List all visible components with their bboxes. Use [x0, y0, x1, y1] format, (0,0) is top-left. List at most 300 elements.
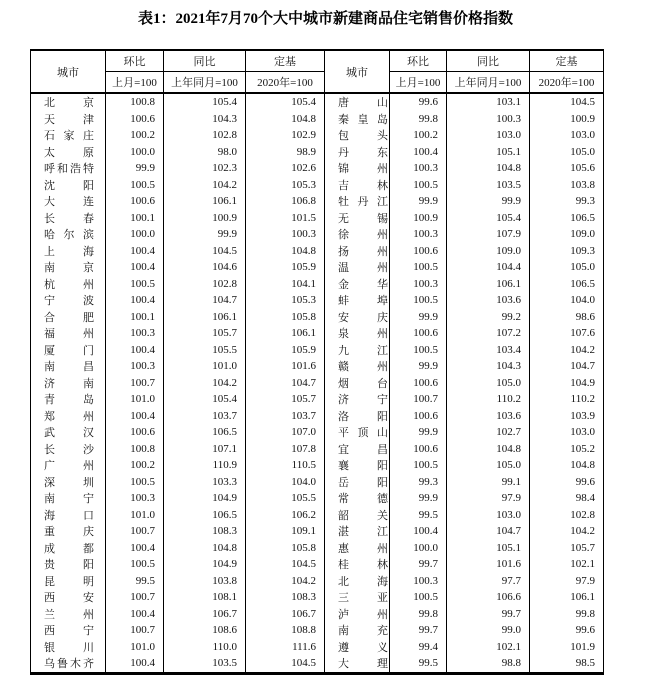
mom-value: 99.9 [106, 160, 164, 177]
city-name: 上海 [44, 245, 94, 258]
base-value: 104.2 [530, 342, 604, 359]
base-value: 105.3 [246, 292, 325, 309]
table-row [31, 276, 604, 293]
city-cell [325, 474, 390, 491]
base-value: 105.4 [246, 93, 325, 111]
yoy-value: 105.0 [447, 457, 530, 474]
yoy-value: 102.7 [447, 424, 530, 441]
yoy-value: 99.7 [447, 606, 530, 623]
yoy-value: 100.9 [164, 210, 246, 227]
city-cell [325, 606, 390, 623]
table-row [31, 490, 604, 507]
base-value: 103.7 [246, 408, 325, 425]
city-cell [31, 309, 106, 326]
yoy-value: 104.5 [164, 243, 246, 260]
city-name: 温州 [338, 262, 388, 275]
base-value: 109.0 [530, 226, 604, 243]
base-value: 98.4 [530, 490, 604, 507]
mom-value: 100.2 [390, 127, 447, 144]
yoy-value: 105.4 [164, 391, 246, 408]
city-name: 蚌埠 [338, 295, 388, 308]
mom-value: 100.7 [106, 589, 164, 606]
city-cell [325, 441, 390, 458]
city-name: 桂林 [338, 559, 388, 572]
header-yoy-sub-left: 上年同月=100 [164, 72, 246, 94]
city-name: 吉林 [338, 179, 388, 192]
base-value: 106.2 [246, 507, 325, 524]
mom-value: 100.2 [106, 457, 164, 474]
base-value: 104.5 [246, 655, 325, 673]
mom-value: 100.5 [390, 589, 447, 606]
mom-value: 100.7 [106, 523, 164, 540]
yoy-value: 104.3 [447, 358, 530, 375]
base-value: 107.8 [246, 441, 325, 458]
city-name: 海口 [44, 509, 94, 522]
mom-value: 101.0 [106, 639, 164, 656]
table-row [31, 556, 604, 573]
city-name: 广州 [44, 460, 94, 473]
base-value: 104.0 [530, 292, 604, 309]
yoy-value: 106.5 [164, 507, 246, 524]
city-cell [31, 259, 106, 276]
city-cell [325, 160, 390, 177]
base-value: 106.1 [530, 589, 604, 606]
city-name: 秦皇岛 [338, 113, 388, 126]
city-cell [31, 655, 106, 673]
mom-value: 100.3 [106, 490, 164, 507]
city-name: 天津 [44, 113, 94, 126]
base-value: 105.5 [246, 490, 325, 507]
mom-value: 100.3 [106, 358, 164, 375]
yoy-value: 100.3 [447, 111, 530, 128]
city-cell [325, 375, 390, 392]
city-cell [31, 160, 106, 177]
mom-value: 100.6 [106, 111, 164, 128]
yoy-value: 104.8 [164, 540, 246, 557]
city-name: 福州 [44, 328, 94, 341]
mom-value: 100.7 [390, 391, 447, 408]
base-value: 106.8 [246, 193, 325, 210]
base-value: 104.5 [246, 556, 325, 573]
city-cell [325, 210, 390, 227]
city-name: 无锡 [338, 212, 388, 225]
mom-value: 100.0 [390, 540, 447, 557]
city-cell [325, 292, 390, 309]
city-cell [31, 523, 106, 540]
base-value: 105.7 [246, 391, 325, 408]
header-base-sub-left: 2020年=100 [246, 72, 325, 94]
yoy-value: 99.1 [447, 474, 530, 491]
mom-value: 100.4 [106, 540, 164, 557]
header-base-sub-right: 2020年=100 [530, 72, 604, 94]
mom-value: 100.8 [106, 93, 164, 111]
base-value: 106.1 [246, 325, 325, 342]
city-name: 石家庄 [44, 130, 94, 143]
city-cell [325, 507, 390, 524]
table-row [31, 160, 604, 177]
city-name: 昆明 [44, 575, 94, 588]
city-name: 锦州 [338, 163, 388, 176]
mom-value: 99.9 [390, 424, 447, 441]
yoy-value: 104.3 [164, 111, 246, 128]
yoy-value: 110.2 [447, 391, 530, 408]
table-row [31, 589, 604, 606]
yoy-value: 104.6 [164, 259, 246, 276]
city-name: 牡丹江 [338, 196, 388, 209]
table-row [31, 606, 604, 623]
base-value: 103.0 [530, 127, 604, 144]
table-row [31, 507, 604, 524]
base-value: 101.6 [246, 358, 325, 375]
base-value: 100.9 [530, 111, 604, 128]
city-name: 合肥 [44, 311, 94, 324]
mom-value: 100.6 [390, 408, 447, 425]
mom-value: 100.5 [106, 474, 164, 491]
table-row [31, 655, 604, 673]
mom-value: 100.9 [390, 210, 447, 227]
city-cell [31, 111, 106, 128]
base-value: 104.1 [246, 276, 325, 293]
yoy-value: 99.2 [447, 309, 530, 326]
table-row [31, 474, 604, 491]
base-value: 107.0 [246, 424, 325, 441]
base-value: 105.0 [530, 259, 604, 276]
mom-value: 100.4 [106, 342, 164, 359]
table-row [31, 622, 604, 639]
yoy-value: 105.0 [447, 375, 530, 392]
city-cell [325, 540, 390, 557]
city-name: 襄阳 [338, 460, 388, 473]
yoy-value: 97.9 [447, 490, 530, 507]
city-cell [325, 408, 390, 425]
city-name: 深圳 [44, 476, 94, 489]
base-value: 102.6 [246, 160, 325, 177]
mom-value: 100.4 [106, 408, 164, 425]
mom-value: 100.3 [390, 573, 447, 590]
mom-value: 100.5 [106, 276, 164, 293]
city-cell [325, 523, 390, 540]
city-cell [325, 144, 390, 161]
city-name: 北京 [44, 97, 94, 110]
mom-value: 101.0 [106, 391, 164, 408]
city-cell [31, 556, 106, 573]
mom-value: 100.6 [390, 325, 447, 342]
city-name: 泉州 [338, 328, 388, 341]
city-cell [31, 441, 106, 458]
table-row [31, 325, 604, 342]
yoy-value: 101.0 [164, 358, 246, 375]
header-base-left: 定基 [246, 50, 325, 72]
table-row [31, 342, 604, 359]
mom-value: 100.3 [390, 160, 447, 177]
mom-value: 99.5 [390, 655, 447, 673]
city-cell [31, 325, 106, 342]
mom-value: 99.8 [390, 606, 447, 623]
table-body [31, 93, 604, 673]
base-value: 98.6 [530, 309, 604, 326]
base-value: 104.2 [246, 573, 325, 590]
yoy-value: 103.7 [164, 408, 246, 425]
base-value: 105.2 [530, 441, 604, 458]
mom-value: 100.2 [106, 127, 164, 144]
city-cell [31, 490, 106, 507]
city-cell [325, 276, 390, 293]
city-name: 大连 [44, 196, 94, 209]
table-row [31, 292, 604, 309]
city-cell [31, 457, 106, 474]
city-cell [31, 507, 106, 524]
city-name: 安庆 [338, 311, 388, 324]
yoy-value: 104.2 [164, 375, 246, 392]
table-title: 表1：2021年7月70个大中城市新建商品住宅销售价格指数 [137, 11, 513, 27]
mom-value: 100.4 [390, 144, 447, 161]
yoy-value: 103.4 [447, 342, 530, 359]
yoy-value: 103.5 [164, 655, 246, 673]
base-value: 104.8 [246, 111, 325, 128]
base-value: 111.6 [246, 639, 325, 656]
city-cell [31, 226, 106, 243]
city-cell [31, 573, 106, 590]
table-row [31, 375, 604, 392]
base-value: 105.8 [246, 540, 325, 557]
city-cell [325, 226, 390, 243]
header-city-right: 城市 [325, 50, 390, 93]
yoy-value: 109.0 [447, 243, 530, 260]
yoy-value: 103.3 [164, 474, 246, 491]
city-name: 韶关 [338, 509, 388, 522]
table-row [31, 540, 604, 557]
yoy-value: 102.3 [164, 160, 246, 177]
base-value: 102.9 [246, 127, 325, 144]
city-name: 太原 [44, 146, 94, 159]
base-value: 106.5 [530, 210, 604, 227]
city-cell [31, 193, 106, 210]
mom-value: 100.4 [106, 292, 164, 309]
base-value: 104.5 [530, 93, 604, 111]
base-value: 103.8 [530, 177, 604, 194]
city-cell [325, 342, 390, 359]
mom-value: 100.5 [106, 556, 164, 573]
city-name: 西安 [44, 592, 94, 605]
yoy-value: 103.0 [447, 507, 530, 524]
city-name: 包头 [338, 130, 388, 143]
mom-value: 99.9 [390, 358, 447, 375]
city-name: 南充 [338, 625, 388, 638]
city-name: 遵义 [338, 641, 388, 654]
base-value: 110.2 [530, 391, 604, 408]
yoy-value: 104.9 [164, 556, 246, 573]
mom-value: 100.5 [390, 457, 447, 474]
base-value: 107.6 [530, 325, 604, 342]
mom-value: 99.9 [390, 490, 447, 507]
city-cell [31, 93, 106, 111]
header-base-right: 定基 [530, 50, 604, 72]
yoy-value: 98.0 [164, 144, 246, 161]
yoy-value: 110.9 [164, 457, 246, 474]
base-value: 99.6 [530, 474, 604, 491]
header-yoy-sub-right: 上年同月=100 [447, 72, 530, 94]
base-value: 102.1 [530, 556, 604, 573]
table-row [31, 523, 604, 540]
city-cell [31, 589, 106, 606]
city-cell [31, 622, 106, 639]
base-value: 104.0 [246, 474, 325, 491]
base-value: 105.0 [530, 144, 604, 161]
city-name: 长沙 [44, 443, 94, 456]
mom-value: 100.5 [390, 177, 447, 194]
city-name: 平顶山 [338, 427, 388, 440]
city-name: 哈尔滨 [44, 229, 94, 242]
city-cell [31, 127, 106, 144]
yoy-value: 105.1 [447, 144, 530, 161]
base-value: 99.3 [530, 193, 604, 210]
yoy-value: 106.7 [164, 606, 246, 623]
city-name: 西宁 [44, 625, 94, 638]
city-cell [31, 342, 106, 359]
header-mom-right: 环比 [390, 50, 447, 72]
mom-value: 100.7 [106, 375, 164, 392]
yoy-value: 106.1 [447, 276, 530, 293]
header-yoy-right: 同比 [447, 50, 530, 72]
city-name: 武汉 [44, 427, 94, 440]
city-cell [31, 375, 106, 392]
base-value: 101.5 [246, 210, 325, 227]
mom-value: 100.8 [106, 441, 164, 458]
city-name: 扬州 [338, 245, 388, 258]
base-value: 99.6 [530, 622, 604, 639]
base-value: 104.7 [530, 358, 604, 375]
city-name: 南京 [44, 262, 94, 275]
yoy-value: 104.8 [447, 441, 530, 458]
city-name: 贵阳 [44, 559, 94, 572]
header-city-left: 城市 [31, 50, 106, 93]
yoy-value: 102.8 [164, 276, 246, 293]
city-cell [31, 424, 106, 441]
mom-value: 100.4 [106, 655, 164, 673]
base-value: 105.9 [246, 342, 325, 359]
base-value: 104.2 [530, 523, 604, 540]
base-value: 105.9 [246, 259, 325, 276]
city-cell [325, 573, 390, 590]
city-cell [31, 391, 106, 408]
mom-value: 100.0 [106, 226, 164, 243]
yoy-value: 99.9 [447, 193, 530, 210]
base-value: 97.9 [530, 573, 604, 590]
city-name: 金华 [338, 278, 388, 291]
base-value: 106.7 [246, 606, 325, 623]
mom-value: 100.4 [106, 606, 164, 623]
city-name: 徐州 [338, 229, 388, 242]
base-value: 105.8 [246, 309, 325, 326]
city-name: 常德 [338, 493, 388, 506]
mom-value: 100.3 [390, 276, 447, 293]
table-header [31, 50, 604, 93]
yoy-value: 106.1 [164, 309, 246, 326]
mom-value: 100.6 [106, 424, 164, 441]
city-name: 济宁 [338, 394, 388, 407]
city-cell [31, 292, 106, 309]
city-name: 赣州 [338, 361, 388, 374]
city-cell [325, 622, 390, 639]
mom-value: 100.1 [106, 210, 164, 227]
city-name: 九江 [338, 344, 388, 357]
city-cell [31, 276, 106, 293]
city-cell [31, 606, 106, 623]
city-cell [31, 144, 106, 161]
base-value: 108.3 [246, 589, 325, 606]
mom-value: 100.5 [106, 177, 164, 194]
yoy-value: 99.9 [164, 226, 246, 243]
base-value: 98.9 [246, 144, 325, 161]
yoy-value: 102.1 [447, 639, 530, 656]
city-name: 济南 [44, 377, 94, 390]
table-row [31, 111, 604, 128]
city-cell [325, 177, 390, 194]
city-name: 南昌 [44, 361, 94, 374]
city-name: 杭州 [44, 278, 94, 291]
city-cell [325, 556, 390, 573]
city-cell [325, 309, 390, 326]
city-cell [325, 93, 390, 111]
yoy-value: 106.1 [164, 193, 246, 210]
city-name: 丹东 [338, 146, 388, 159]
header-yoy-left: 同比 [164, 50, 246, 72]
city-name: 岳阳 [338, 476, 388, 489]
base-value: 98.5 [530, 655, 604, 673]
city-name: 南宁 [44, 493, 94, 506]
city-name: 烟台 [338, 377, 388, 390]
yoy-value: 103.0 [447, 127, 530, 144]
yoy-value: 104.8 [447, 160, 530, 177]
yoy-value: 102.8 [164, 127, 246, 144]
yoy-value: 108.3 [164, 523, 246, 540]
yoy-value: 105.4 [164, 93, 246, 111]
base-value: 104.8 [530, 457, 604, 474]
table-row [31, 144, 604, 161]
mom-value: 100.5 [390, 342, 447, 359]
city-cell [31, 474, 106, 491]
city-cell [31, 210, 106, 227]
mom-value: 99.3 [390, 474, 447, 491]
city-cell [325, 655, 390, 673]
yoy-value: 105.7 [164, 325, 246, 342]
yoy-value: 104.2 [164, 177, 246, 194]
base-value: 103.0 [530, 424, 604, 441]
city-name: 兰州 [44, 608, 94, 621]
base-value: 100.3 [246, 226, 325, 243]
yoy-value: 101.6 [447, 556, 530, 573]
mom-value: 100.5 [390, 292, 447, 309]
yoy-value: 103.5 [447, 177, 530, 194]
mom-value: 100.0 [106, 144, 164, 161]
mom-value: 99.7 [390, 556, 447, 573]
base-value: 108.8 [246, 622, 325, 639]
city-cell [31, 177, 106, 194]
yoy-value: 106.5 [164, 424, 246, 441]
mom-value: 99.6 [390, 93, 447, 111]
header-mom-left: 环比 [106, 50, 164, 72]
city-name: 洛阳 [338, 410, 388, 423]
yoy-value: 104.7 [164, 292, 246, 309]
yoy-value: 110.0 [164, 639, 246, 656]
table-row [31, 193, 604, 210]
city-cell [31, 540, 106, 557]
city-cell [325, 325, 390, 342]
city-cell [325, 127, 390, 144]
mom-value: 100.3 [106, 325, 164, 342]
mom-value: 99.5 [106, 573, 164, 590]
base-value: 106.5 [530, 276, 604, 293]
